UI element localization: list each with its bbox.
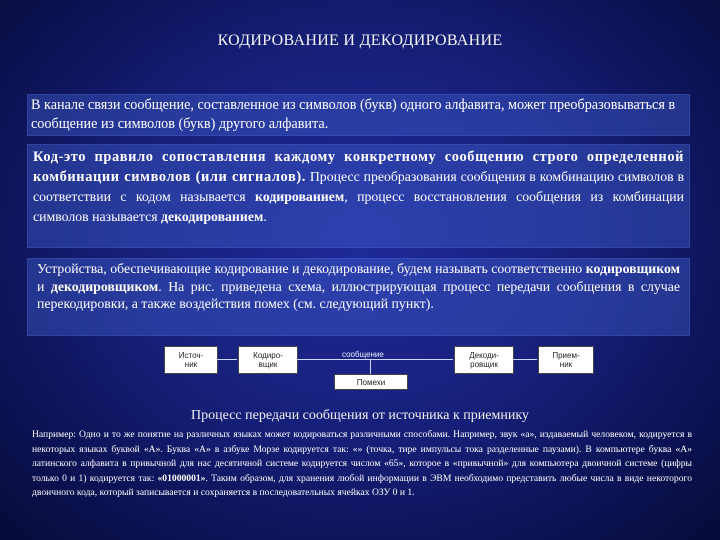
diagram-link [513,359,537,360]
example-text-end: . Таким образом, для хранения любой информации в ЭВМ необходимо представить любые числа в виде некоторого двоичного кода, который записывается и сохраняется в последовательных ячейках ОЗУ 0 и 1. [32,472,692,498]
coding-term: кодированием [255,189,345,204]
devices-text-start: Устройства, обеспечивающие кодирование и декодирование, будем называть соответственно [37,261,586,276]
devices-paragraph [27,258,690,336]
code-definition-block [27,144,690,248]
devices-text-and: и [37,278,51,294]
transmission-diagram [160,342,600,392]
devices-text-end: . На рис. приведена схема, иллюстрирующая процесс передачи сообщения в случае перекодировки, а также воздействия помех (см. следующий пункт). [37,278,680,311]
coding-text-start: Процесс преобразования сообщения в комбинацию символов в соответствии с кодом называется [33,169,685,204]
diagram-receiver-box: Прием- ник [538,346,594,374]
diagram-channel-label: сообщение [342,350,384,359]
decoding-term: декодированием [161,209,264,224]
decoder-term: декодировщиком [50,278,159,294]
code-definition: Код-это правило сопоставления каждому конкретному сообщению строго определенной комбинации символов (или сигналов). [33,149,684,185]
diagram-noise-box: Помехи [334,374,408,390]
example-paragraph [32,428,692,501]
diagram-link [217,359,237,360]
diagram-source-box: Источ- ник [164,346,218,374]
coder-term: кодировщиком [585,261,680,276]
diagram-caption: Процесс передачи сообщения от источника к приемнику [191,408,529,423]
diagram-coder-box: Кодиро- вщик [238,346,298,374]
coding-text-middle: , процесс восстановления сообщения из комбинации символов называется [33,189,684,224]
page-title: КОДИРОВАНИЕ И ДЕКОДИРОВАНИЕ [217,32,503,49]
diagram-channel-line [297,359,453,360]
example-text-start: Например: Одно и то же понятие на различных языках может кодироваться различными способами. Например, звук «а», издаваемый человеком, кодируется в некоторых языках буквой «А». Буква «А» в азбуке Морзе кодируется так: «» (точка, тире импульсы тока разделенные паузами). В компьютере буква «А» латинского алфавита в привычной для нас десятичной системе кодируется числом «65», которое в «привычной» для компьютера двоичной системе (цифры только 0 и 1) кодируется так: [32,429,692,484]
coding-text-end: . [263,209,267,224]
intro-paragraph: В канале связи сообщение, составленное из символов (букв) одного алфавита, может преобразовываться в сообщение из символов (букв) другого алфавита. [27,94,690,136]
binary-code: «01000001» [157,472,206,484]
diagram-noise-link [370,359,371,374]
diagram-decoder-box: Декоди- ровщик [454,346,514,374]
